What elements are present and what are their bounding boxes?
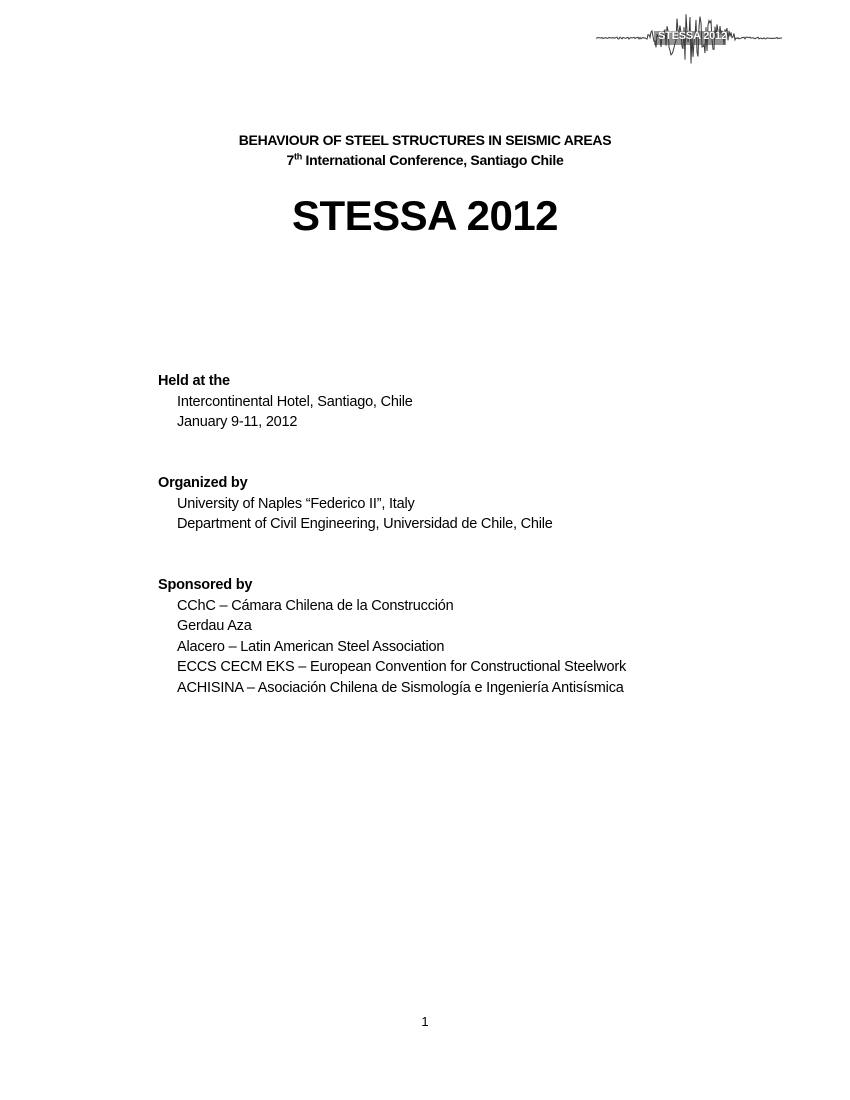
organizer-item: University of Naples “Federico II”, Italy	[177, 495, 415, 512]
edition-suffix: th	[294, 151, 302, 162]
held-at-heading: Held at the	[158, 373, 230, 389]
conference-header	[0, 130, 850, 170]
organized-by-heading: Organized by	[158, 475, 248, 491]
held-at-venue: Intercontinental Hotel, Santiago, Chile	[177, 393, 413, 410]
sponsor-item: Alacero – Latin American Steel Association	[177, 638, 445, 655]
sponsor-item: Gerdau Aza	[177, 618, 252, 634]
held-at-dates: January 9-11, 2012	[177, 414, 298, 430]
conference-location: International Conference, Santiago Chile	[301, 152, 564, 168]
held-at-section	[158, 371, 413, 433]
page-number: 1	[421, 1014, 429, 1029]
page-title: STESSA 2012	[291, 192, 559, 239]
header-line-2	[0, 150, 850, 170]
sponsor-item: ACHISINA – Asociación Chilena de Sismología e Ingeniería Antisísmica	[177, 679, 624, 696]
sponsor-item: CChC – Cámara Chilena de la Construcción	[177, 597, 454, 614]
sponsored-by-heading: Sponsored by	[158, 577, 253, 593]
logo-text: STESSA 2012	[658, 30, 727, 42]
stessa-logo	[596, 10, 782, 66]
header-line-1: BEHAVIOUR OF STEEL STRUCTURES IN SEISMIC AREAS	[238, 132, 612, 148]
sponsor-item: ECCS CECM EKS – European Convention for Constructional Steelwork	[177, 659, 626, 675]
organizer-item: Department of Civil Engineering, Universidad de Chile, Chile	[177, 516, 553, 532]
sponsored-by-section	[158, 575, 626, 698]
organized-by-section	[158, 473, 553, 535]
edition-number: 7	[286, 152, 295, 168]
